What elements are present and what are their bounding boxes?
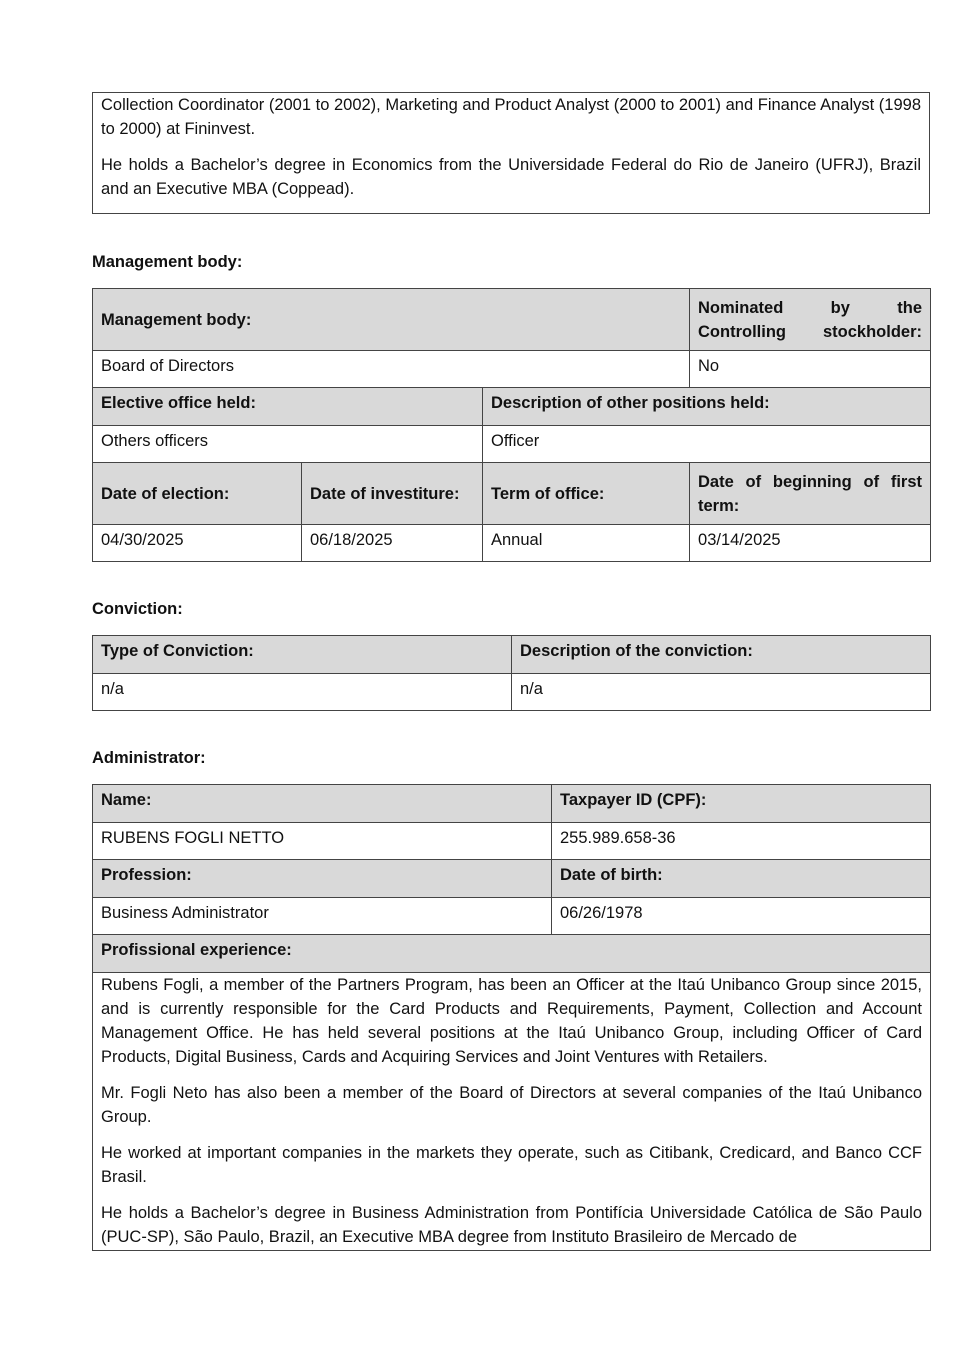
date-of-birth-label: Date of birth: [552, 860, 931, 898]
previous-experience-paragraph: Collection Coordinator (2001 to 2002), Marketing and Product Analyst (2000 to 2001) and Finance Analyst (1998 to 2000) at Fininvest. [101, 96, 922, 138]
type-of-conviction-label: Type of Conviction: [93, 636, 512, 674]
term-of-office-value: Annual [483, 525, 690, 562]
other-positions-value: Officer [483, 426, 931, 463]
date-of-beginning-value: 03/14/2025 [690, 525, 931, 562]
date-of-investiture-value: 06/18/2025 [302, 525, 483, 562]
professional-experience-cell [93, 973, 931, 1251]
cpf-value: 255.989.658-36 [552, 823, 931, 860]
experience-paragraph-3: He worked at important companies in the markets they operate, such as Citibank, Credicard, and Banco CCF Brasil. [101, 1144, 922, 1186]
management-body-heading: Management body: [92, 253, 243, 271]
elective-office-label: Elective office held: [93, 388, 483, 426]
date-of-beginning-label: Date of beginning of first term: [690, 463, 931, 525]
cpf-label: Taxpayer ID (CPF): [552, 785, 931, 823]
date-of-election-label: Date of election: [93, 463, 302, 525]
profession-label: Profession: [93, 860, 552, 898]
experience-paragraph-1: Rubens Fogli, a member of the Partners Program, has been an Officer at the Itaú Unibanco Group since 2015, and is currently responsible for the Card Products and Requirements, Payment, Collection and Account Management Office. He has held several positions at the Itaú Unibanco Group, including Officer of Card Products, Digital Business, Cards and Acquiring Services and Joint Ventures with Retailers. [101, 976, 922, 1066]
nominated-value: No [690, 351, 931, 388]
term-of-office-label: Term of office: [483, 463, 690, 525]
name-label: Name: [93, 785, 552, 823]
management-body-table [92, 288, 931, 562]
experience-paragraph-4: He holds a Bachelor’s degree in Business Administration from Pontifícia Universidade Católica de São Paulo (PUC-SP), São Paulo, Brazil, an Executive MBA degree from Instituto Brasileiro de Mercado de [101, 1204, 922, 1246]
date-of-birth-value: 06/26/1978 [552, 898, 931, 935]
conviction-description-value: n/a [512, 674, 931, 711]
administrator-heading: Administrator: [92, 749, 206, 767]
date-of-investiture-label: Date of investiture: [302, 463, 483, 525]
conviction-heading: Conviction: [92, 600, 183, 618]
date-of-election-value: 04/30/2025 [93, 525, 302, 562]
education-paragraph: He holds a Bachelor’s degree in Economics from the Universidade Federal do Rio de Janeiro (UFRJ), Brazil and an Executive MBA (Coppead). [101, 156, 921, 198]
nominated-label: Nominated by the Controlling stockholder: [690, 289, 931, 351]
elective-office-value: Others officers [93, 426, 483, 463]
experience-paragraph-2: Mr. Fogli Neto has also been a member of the Board of Directors at several companies of the Itaú Unibanco Group. [101, 1084, 922, 1126]
conviction-table [92, 635, 931, 711]
management-body-value: Board of Directors [93, 351, 690, 388]
management-body-label: Management body: [93, 289, 690, 351]
name-value: RUBENS FOGLI NETTO [93, 823, 552, 860]
other-positions-label: Description of other positions held: [483, 388, 931, 426]
professional-experience-label: Profissional experience: [93, 935, 931, 973]
profession-value: Business Administrator [93, 898, 552, 935]
conviction-description-label: Description of the conviction: [512, 636, 931, 674]
type-of-conviction-value: n/a [93, 674, 512, 711]
administrator-table [92, 784, 931, 1251]
previous-experience-box [92, 92, 930, 214]
